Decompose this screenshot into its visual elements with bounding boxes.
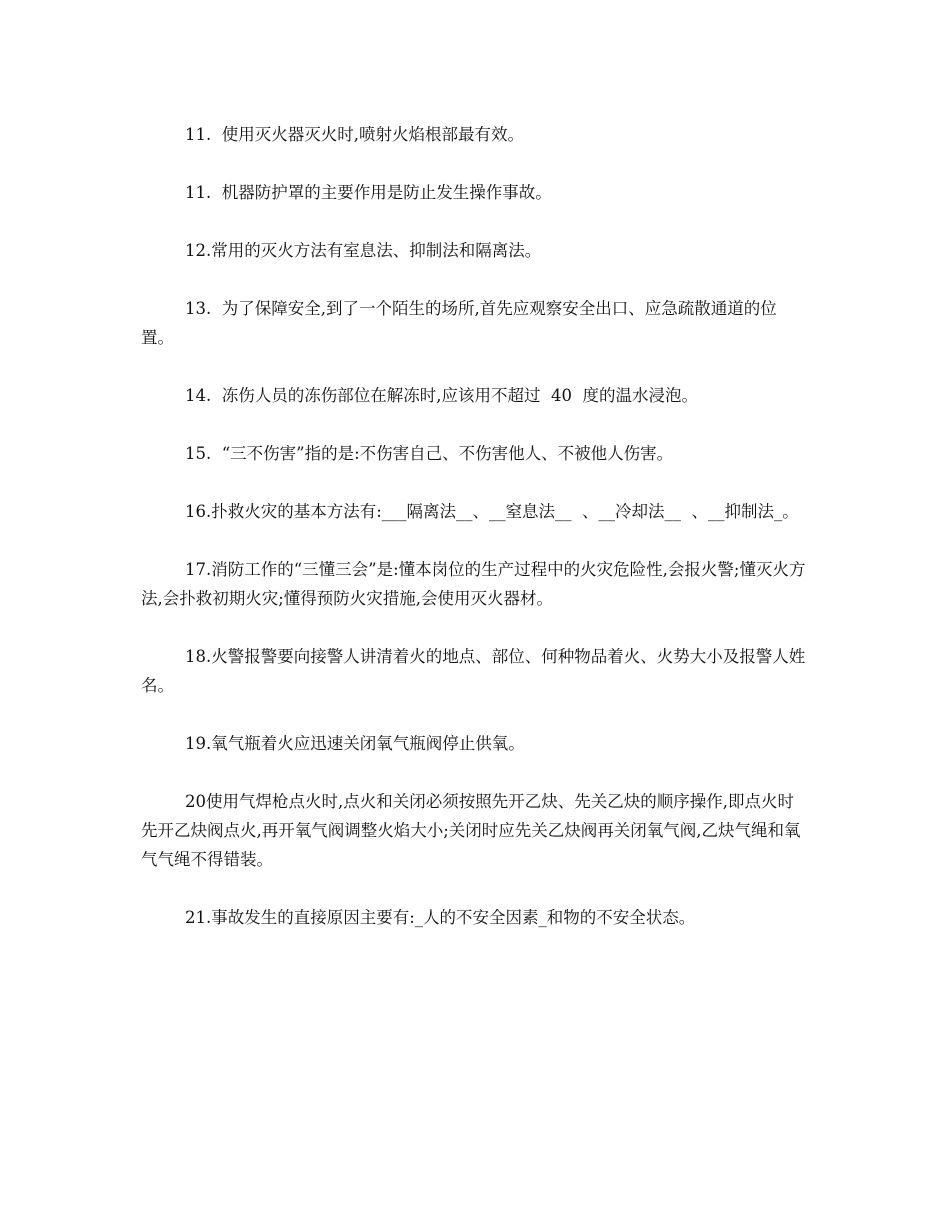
paragraph-item-11b: 11. 机器防护罩的主要作用是防止发生操作事故。: [185, 183, 552, 202]
paragraph-item-18: 18.火警报警要向接警人讲清着火的地点、部位、何种物品着火、火势大小及报警人姓名。: [141, 647, 806, 695]
paragraph-item-14: 14. 冻伤人员的冻伤部位在解冻时,应该用不超过 40 度的温水浸泡。: [185, 386, 698, 405]
paragraph-item-16: 16.扑救火灾的基本方法有:___隔离法__、__窒息法__ 、__冷却法__ 、__抑制法_。: [185, 502, 799, 521]
paragraph-item-13: 13. 为了保障安全,到了一个陌生的场所,首先应观察安全出口、应急疏散通道的位置。: [141, 299, 777, 347]
paragraph-item-19: 19.氧气瓶着火应迅速关闭氧气瓶阀停止供氧。: [185, 734, 525, 753]
paragraph-item-20: 20使用气焊枪点火时,点火和关闭必须按照先开乙炔、先关乙炔的顺序操作,即点火时先开乙炔阀点火,再开氧气阀调整火焰大小;关闭时应先关乙炔阀再关闭氧气阀,乙炔气绳和氧气气绳不得错装。: [141, 792, 801, 869]
paragraph-item-17: 17.消防工作的“三懂三会”是:懂本岗位的生产过程中的火灾危险性,会报火警;懂灭火方法,会扑救初期火灾;懂得预防火灾措施,会使用灭火器材。: [141, 560, 806, 608]
paragraph-item-21: 21.事故发生的直接原因主要有:_人的不安全因素_和物的不安全状态。: [185, 908, 696, 927]
paragraph-item-15: 15. “三不伤害”指的是:不伤害自己、不伤害他人、不被他人伤害。: [185, 444, 674, 463]
paragraph-item-12: 12.常用的灭火方法有室息法、抑制法和隔离法。: [185, 241, 542, 260]
document-body: [141, 120, 809, 961]
paragraph-item-11a: 11. 使用灭火器灭火时,喷射火焰根部最有效。: [185, 125, 524, 144]
